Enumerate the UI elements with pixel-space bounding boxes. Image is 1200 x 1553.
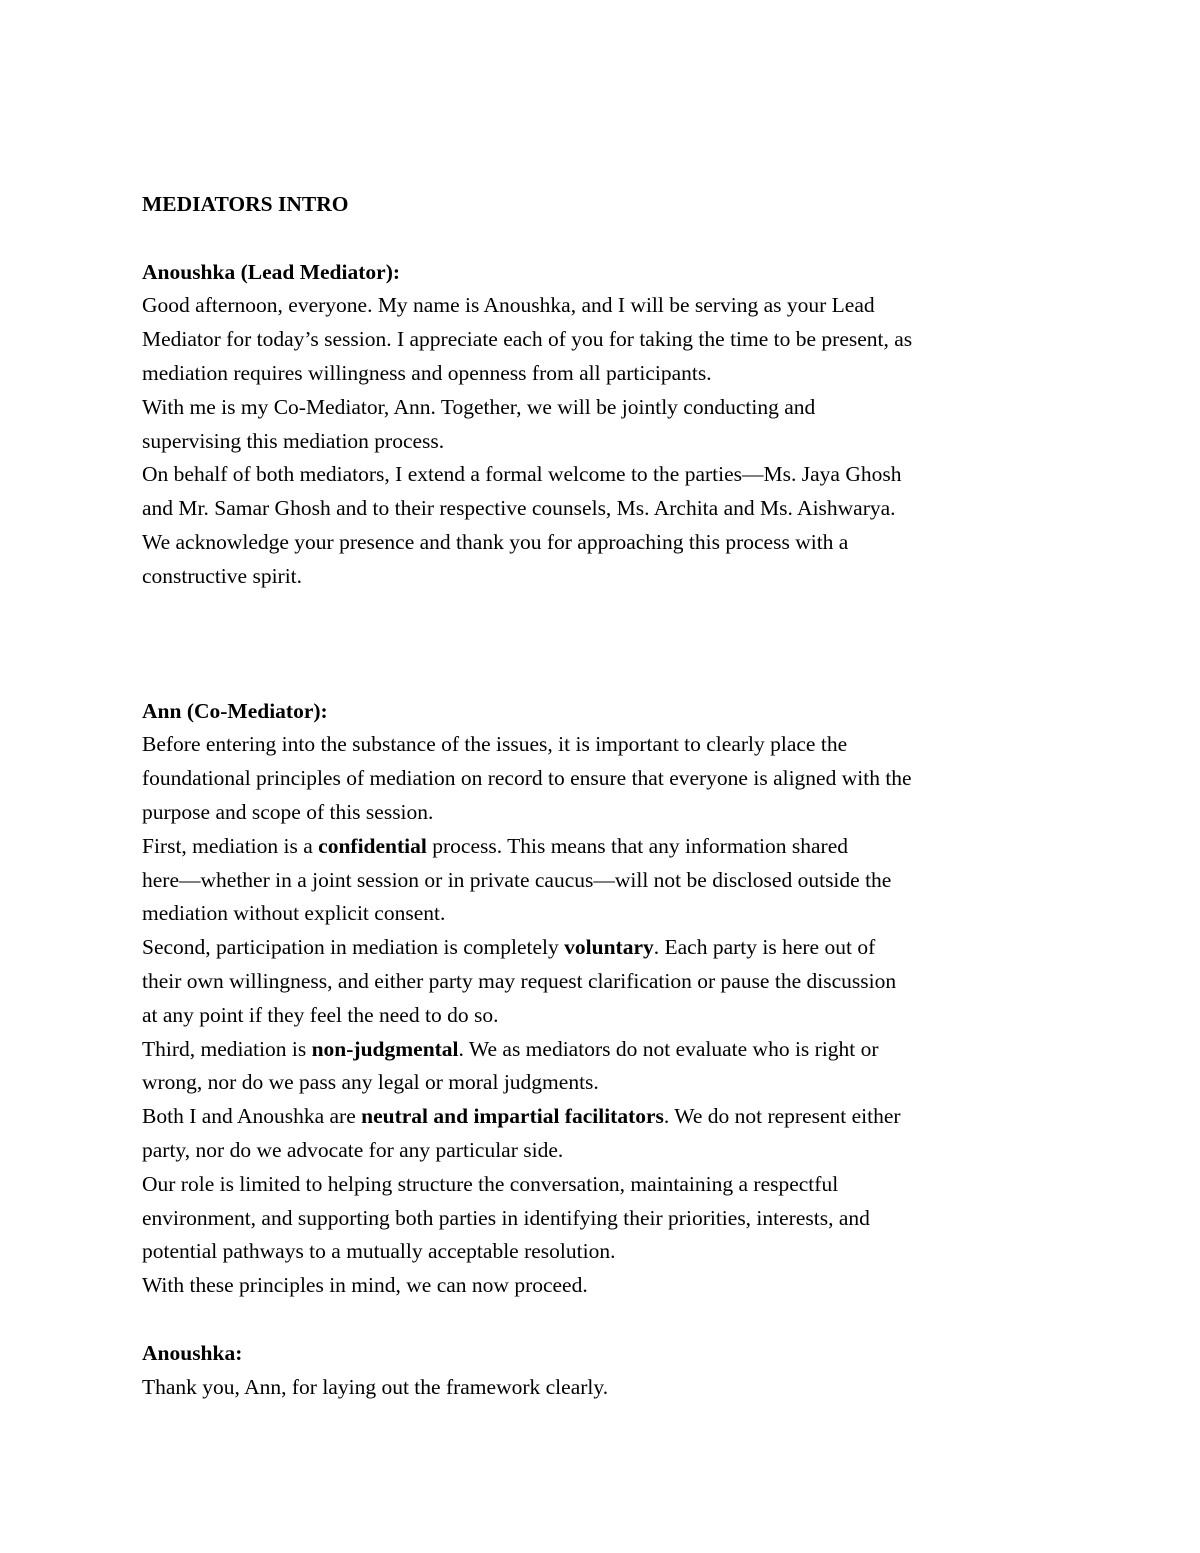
speaker-heading: Ann (Co-Mediator): — [142, 698, 328, 723]
document-page — [142, 188, 1072, 1404]
text-line — [142, 1235, 1072, 1269]
text-line — [142, 425, 1072, 459]
body-text: supervising this mediation process. — [142, 428, 445, 453]
text-line — [142, 864, 1072, 898]
body-text: purpose and scope of this session. — [142, 799, 434, 824]
emphasis-text: neutral and impartial facilitators — [361, 1104, 664, 1129]
speaker-heading: Anoushka: — [142, 1340, 243, 1365]
body-text: Before entering into the substance of the issues, it is important to clearly place the — [142, 732, 848, 757]
body-text: mediation requires willingness and openness from all participants. — [142, 360, 712, 385]
text-line — [142, 1371, 1072, 1405]
body-text: On behalf of both mediators, I extend a formal welcome to the parties—Ms. Jaya Ghosh — [142, 462, 902, 487]
speaker-heading: Anoushka (Lead Mediator): — [142, 259, 401, 284]
spacer — [142, 594, 1072, 695]
emphasis-text: confidential — [318, 833, 427, 858]
spacer — [142, 1303, 1072, 1337]
body-text: . We do not represent either — [663, 1104, 901, 1129]
spacer — [142, 222, 1072, 256]
text-line — [142, 458, 1072, 492]
body-text: environment, and supporting both parties in identifying their priorities, interests, and — [142, 1205, 870, 1230]
body-text: . Each party is here out of — [653, 935, 876, 960]
paragraph-body — [142, 728, 1072, 1303]
body-text: Good afternoon, everyone. My name is Anoushka, and I will be serving as your Lead — [142, 293, 875, 318]
body-text: wrong, nor do we pass any legal or moral judgments. — [142, 1070, 599, 1095]
text-line — [142, 357, 1072, 391]
paragraph-body — [142, 289, 1072, 593]
body-text: process. This means that any information shared — [426, 833, 849, 858]
section-anoushka-reply — [142, 1337, 1072, 1405]
text-line — [142, 391, 1072, 425]
document-title: MEDIATORS INTRO — [142, 192, 349, 216]
text-line — [142, 830, 1072, 864]
text-line — [142, 560, 1072, 594]
text-line — [142, 796, 1072, 830]
section-lead-mediator — [142, 256, 1072, 594]
body-text: First, mediation is a — [142, 833, 319, 858]
text-line — [142, 289, 1072, 323]
body-text: foundational principles of mediation on record to ensure that everyone is aligned with the — [142, 766, 912, 791]
body-text: Thank you, Ann, for laying out the framework clearly. — [142, 1374, 609, 1399]
section-co-mediator — [142, 695, 1072, 1303]
body-text: here—whether in a joint session or in private caucus—will not be disclosed outside the — [142, 867, 892, 892]
text-line — [142, 897, 1072, 931]
text-line — [142, 1168, 1072, 1202]
emphasis-text: voluntary — [564, 935, 654, 960]
text-line — [142, 526, 1072, 560]
body-text: potential pathways to a mutually acceptable resolution. — [142, 1239, 616, 1264]
text-line — [142, 965, 1072, 999]
text-line — [142, 1202, 1072, 1236]
text-line — [142, 1100, 1072, 1134]
body-text: and Mr. Samar Ghosh and to their respective counsels, Ms. Archita and Ms. Aishwarya. — [142, 496, 896, 521]
text-line — [142, 492, 1072, 526]
text-line — [142, 1066, 1072, 1100]
body-text: Mediator for today’s session. I appreciate each of you for taking the time to be present, as — [142, 327, 913, 352]
emphasis-text: non-judgmental — [311, 1036, 459, 1061]
body-text: With me is my Co-Mediator, Ann. Together, we will be jointly conducting and — [142, 394, 816, 419]
body-text: Both I and Anoushka are — [142, 1104, 362, 1129]
body-text: . We as mediators do not evaluate who is right or — [458, 1036, 879, 1061]
body-text: We acknowledge your presence and thank you for approaching this process with a — [142, 529, 849, 554]
body-text: constructive spirit. — [142, 563, 303, 588]
text-line — [142, 1134, 1072, 1168]
body-text: With these principles in mind, we can now proceed. — [142, 1273, 588, 1298]
text-line — [142, 762, 1072, 796]
body-text: Our role is limited to helping structure the conversation, maintaining a respectful — [142, 1171, 839, 1196]
body-text: Second, participation in mediation is completely — [142, 935, 565, 960]
text-line — [142, 999, 1072, 1033]
text-line — [142, 728, 1072, 762]
body-text: Third, mediation is — [142, 1036, 312, 1061]
body-text: party, nor do we advocate for any particular side. — [142, 1137, 564, 1162]
text-line — [142, 1269, 1072, 1303]
body-text: mediation without explicit consent. — [142, 901, 446, 926]
body-text: at any point if they feel the need to do so. — [142, 1002, 499, 1027]
body-text: their own willingness, and either party may request clarification or pause the discussion — [142, 968, 897, 993]
paragraph-body — [142, 1371, 1072, 1405]
text-line — [142, 323, 1072, 357]
text-line — [142, 1033, 1072, 1067]
text-line — [142, 931, 1072, 965]
